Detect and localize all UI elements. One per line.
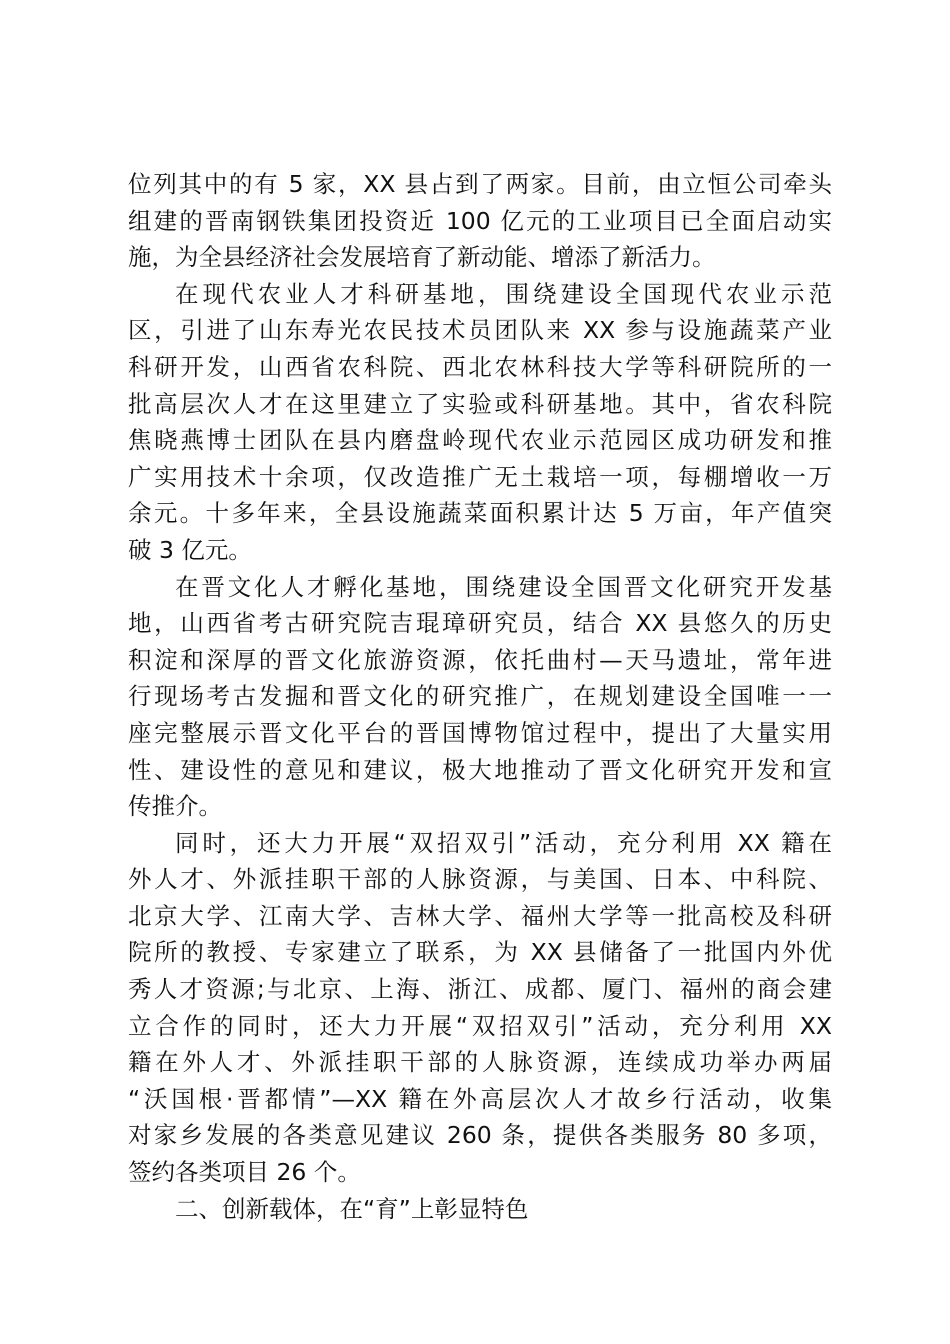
paragraph-first-line: 同时，还大力开展“双招双引”活动，充分利用 XX 籍在 — [175, 828, 832, 857]
text-line: 籍在外人才、外派挂职干部的人脉资源，连续成功举办两届 — [128, 1048, 832, 1077]
text-line: 院所的教授、专家建立了联系，为 XX 县储备了一批国内外优 — [128, 938, 832, 967]
document-body — [128, 166, 832, 1227]
text-line: 行现场考古发掘和晋文化的研究推广，在规划建设全国唯一一 — [128, 682, 832, 711]
text-line: 组建的晋南钢铁集团投资近 100 亿元的工业项目已全面启动实 — [128, 206, 832, 235]
text-line: 余元。十多年来，全县设施蔬菜面积累计达 5 万亩，年产值突 — [128, 499, 832, 528]
paragraph-first-line: 在晋文化人才孵化基地，围绕建设全国晋文化研究开发基 — [175, 572, 832, 601]
text-line: 批高层次人才在这里建立了实验或科研基地。其中，省农科院 — [128, 389, 832, 418]
text-line: 科研开发，山西省农科院、西北农林科技大学等科研院所的一 — [128, 352, 832, 381]
text-line: 外人才、外派挂职干部的人脉资源，与美国、日本、中科院、 — [128, 865, 832, 894]
text-line: 秀人才资源;与北京、上海、浙江、成都、厦门、福州的商会建 — [128, 975, 832, 1004]
text-line: 广实用技术十余项，仅改造推广无土栽培一项，每棚增收一万 — [128, 462, 832, 491]
text-line: 施，为全县经济社会发展培育了新动能、增添了新活力。 — [128, 243, 716, 272]
text-line: 传推介。 — [128, 792, 222, 821]
text-line: 破 3 亿元。 — [128, 535, 252, 564]
text-line: 区，引进了山东寿光农民技术员团队来 XX 参与设施蔬菜产业 — [128, 316, 832, 345]
paragraph-first-line: 在现代农业人才科研基地，围绕建设全国现代农业示范 — [175, 279, 832, 308]
text-line: “沃国根·晋都情”—XX 籍在外高层次人才故乡行活动，收集 — [128, 1084, 832, 1113]
text-line: 积淀和深厚的晋文化旅游资源，依托曲村—天马遗址，常年进 — [128, 645, 832, 674]
text-line: 性、建设性的意见和建议，极大地推动了晋文化研究开发和宣 — [128, 755, 832, 784]
text-line: 地，山西省考古研究院吉琨璋研究员，结合 XX 县悠久的历史 — [128, 609, 832, 638]
text-line: 立合作的同时，还大力开展“双招双引”活动，充分利用 XX — [128, 1011, 832, 1040]
text-line: 对家乡发展的各类意见建议 260 条，提供各类服务 80 多项， — [128, 1121, 832, 1150]
text-line: 签约各类项目 26 个。 — [128, 1158, 361, 1187]
text-line: 焦晓燕博士团队在县内磨盘岭现代农业示范园区成功研发和推 — [128, 426, 832, 455]
text-line: 北京大学、江南大学、吉林大学、福州大学等一批高校及科研 — [128, 901, 832, 930]
text-line: 座完整展示晋文化平台的晋国博物馆过程中，提出了大量实用 — [128, 718, 832, 747]
paragraph-first-line: 二、创新载体，在“育”上彰显特色 — [175, 1194, 529, 1223]
text-line: 位列其中的有 5 家，XX 县占到了两家。目前，由立恒公司牵头 — [128, 170, 832, 198]
